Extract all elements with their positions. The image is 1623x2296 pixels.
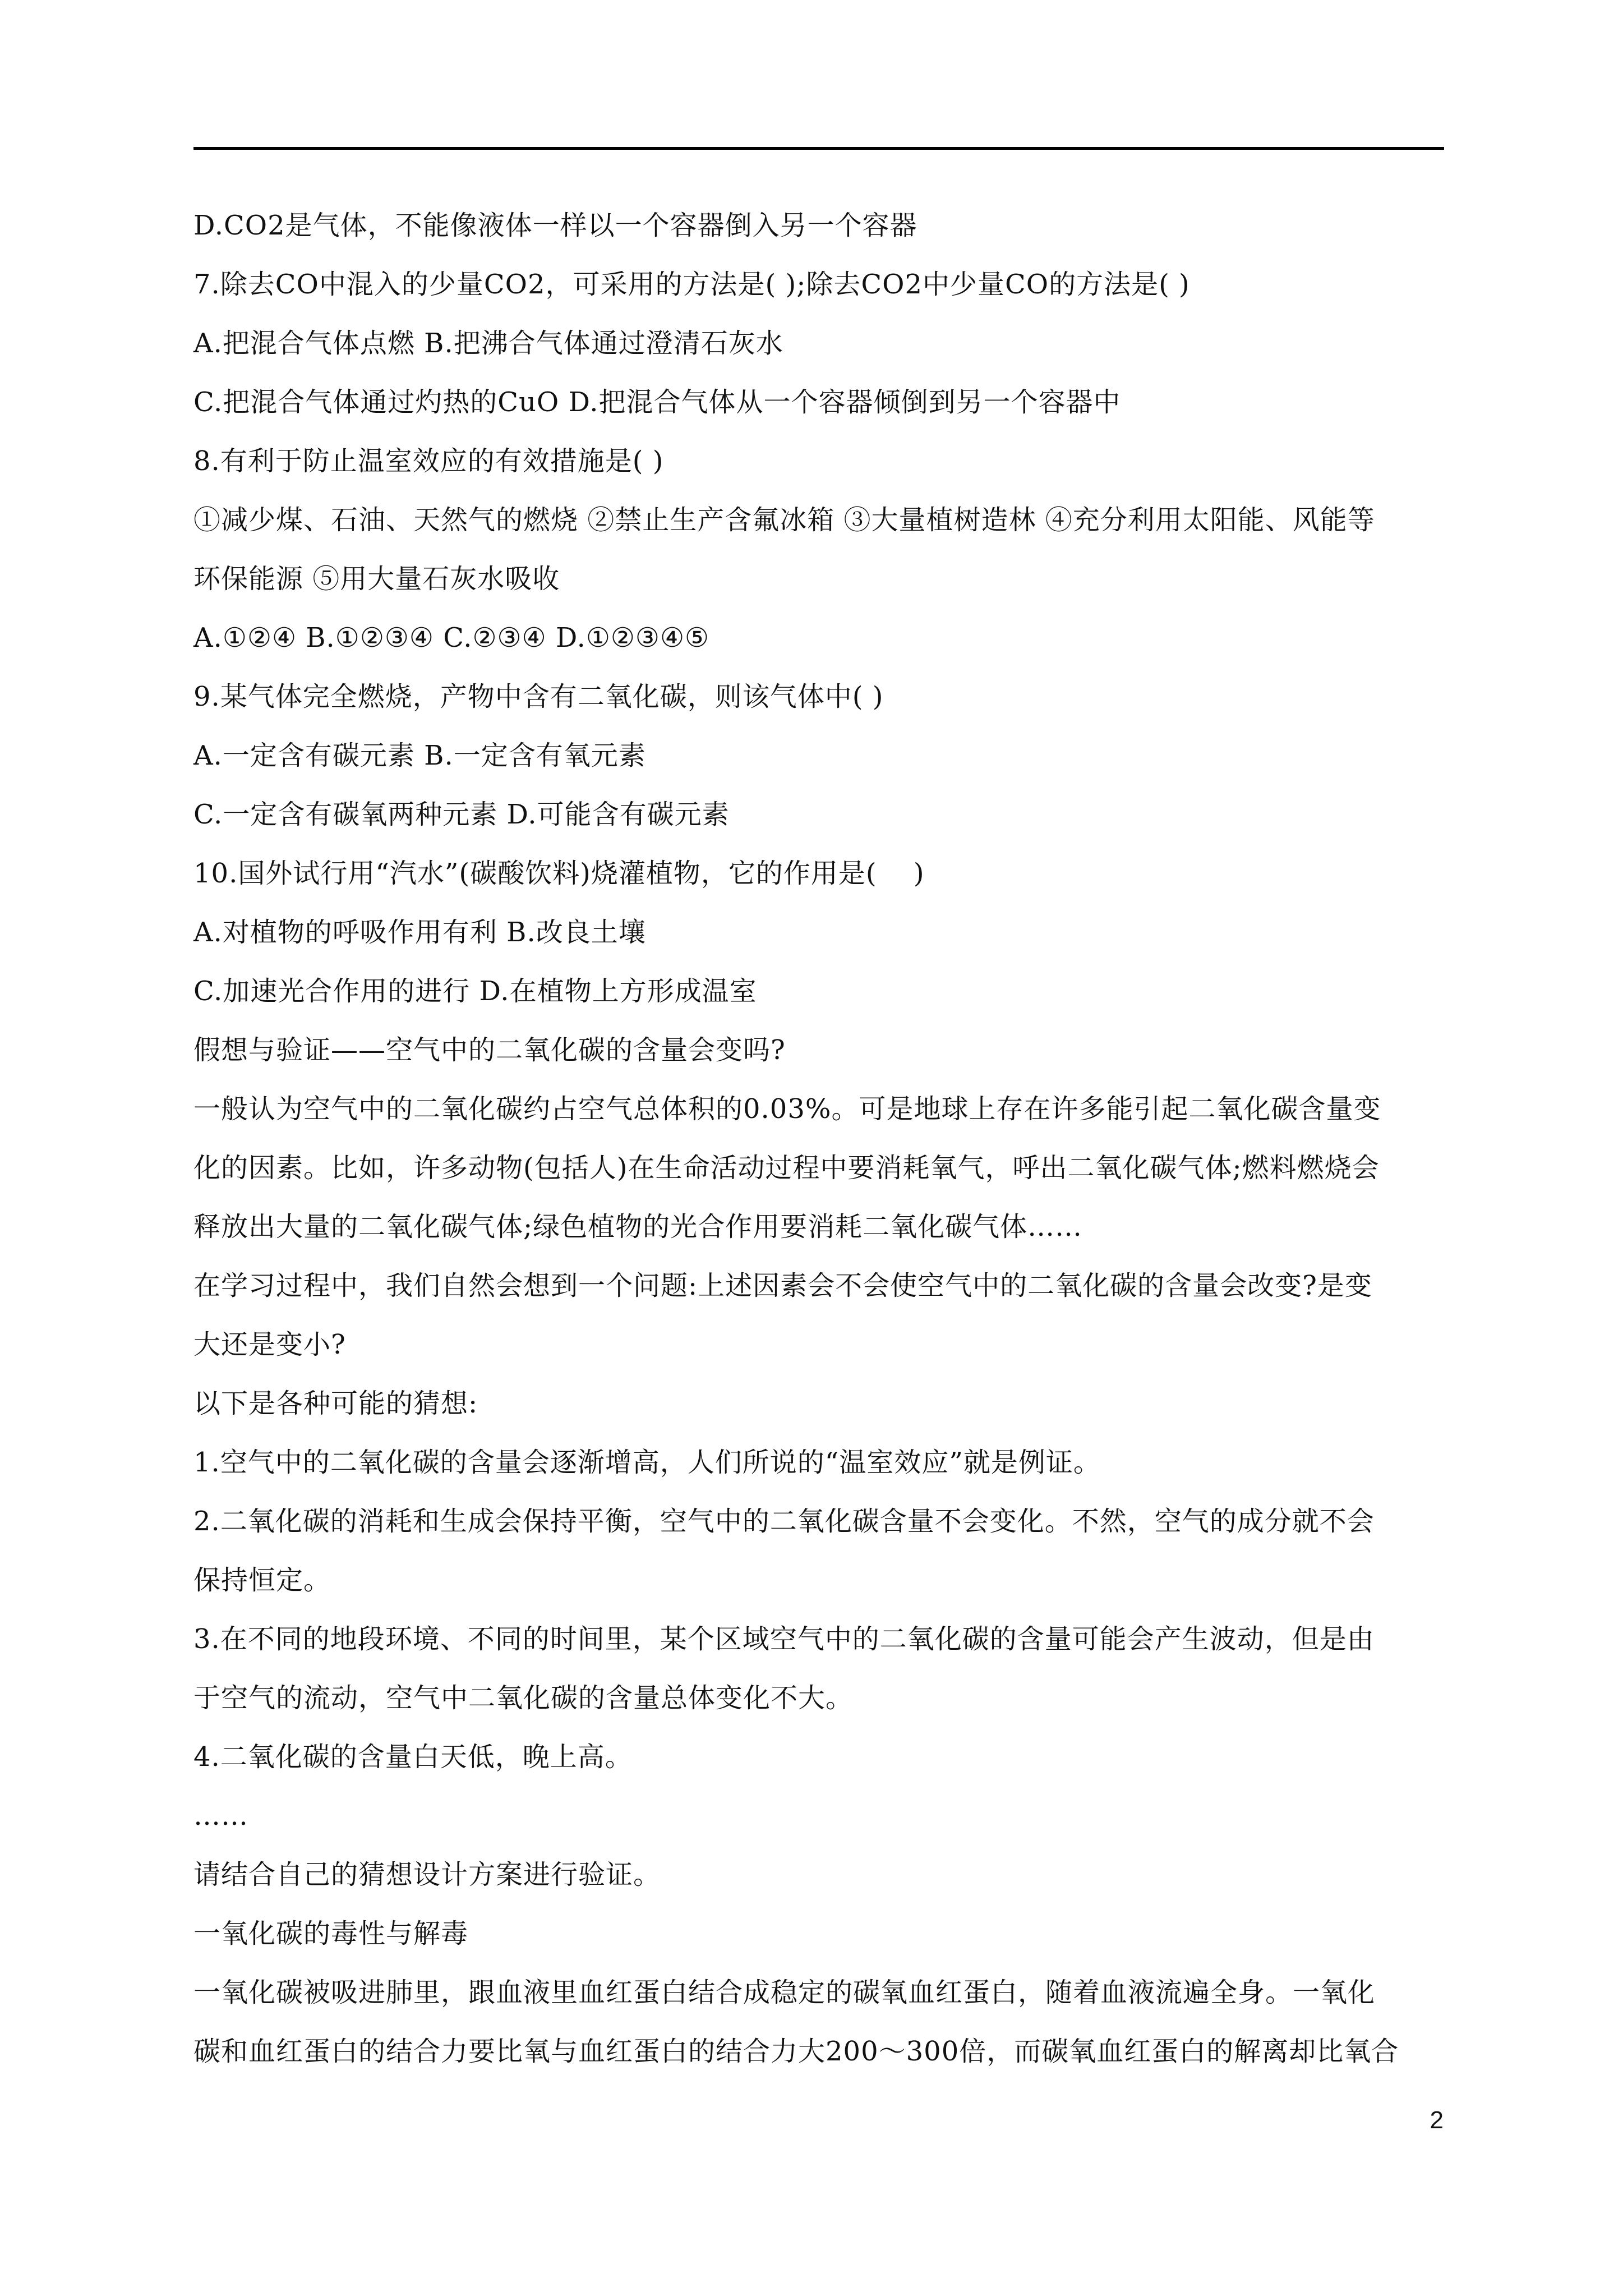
text-line: 请结合自己的猜想设计方案进行验证。	[193, 1859, 661, 1890]
text-line: C.加速光合作用的进行 D.在植物上方形成温室	[193, 976, 757, 1007]
text-line: ……	[193, 1800, 248, 1832]
text-line: A.一定含有碳元素 B.一定含有氧元素	[193, 740, 646, 771]
page-number: 2	[1430, 2106, 1444, 2134]
text-line: 在学习过程中，我们自然会想到一个问题:上述因素会不会使空气中的二氧化碳的含量会改变?是变	[193, 1270, 1372, 1301]
question-10: 10.国外试行用“汽水”(碳酸饮料)烧灌植物，它的作用是( )	[193, 858, 925, 889]
text-line: 一氧化碳被吸进肺里，跟血液里血红蛋白结合成稳定的碳氧血红蛋白，随着血液流遍全身。一氧化	[193, 1977, 1376, 2008]
text-line: C.一定含有碳氧两种元素 D.可能含有碳元素	[193, 799, 730, 830]
text-line: 一般认为空气中的二氧化碳约占空气总体积的0.03%。可是地球上存在许多能引起二氧化碳含量变	[193, 1093, 1381, 1125]
text-line: 化的因素。比如，许多动物(包括人)在生命活动过程中要消耗氧气，呼出二氧化碳气体;燃料燃烧会	[193, 1152, 1380, 1184]
text-line: ①减少煤、石油、天然气的燃烧 ②禁止生产含氟冰箱 ③大量植树造林 ④充分利用太阳能、风能等	[193, 504, 1375, 536]
document-body	[193, 196, 1444, 2081]
text-line: C.把混合气体通过灼热的CuO D.把混合气体从一个容器倾倒到另一个容器中	[193, 386, 1121, 418]
question-9: 9.某气体完全燃烧，产物中含有二氧化碳，则该气体中( )	[193, 681, 884, 712]
section-heading: 假想与验证——空气中的二氧化碳的含量会变吗?	[193, 1034, 786, 1066]
text-line: 大还是变小?	[193, 1329, 346, 1360]
text-line: 释放出大量的二氧化碳气体;绿色植物的光合作用要消耗二氧化碳气体……	[193, 1211, 1083, 1243]
question-7: 7.除去CO中混入的少量CO2，可采用的方法是( );除去CO2中少量CO的方法是( )	[193, 269, 1190, 300]
text-line: 于空气的流动，空气中二氧化碳的含量总体变化不大。	[193, 1682, 854, 1714]
text-line: A.把混合气体点燃 B.把沸合气体通过澄清石灰水	[193, 328, 783, 359]
text-line: 3.在不同的地段环境、不同的时间里，某个区域空气中的二氧化碳的含量可能会产生波动，但是由	[193, 1623, 1375, 1655]
section-heading: 一氧化碳的毒性与解毒	[193, 1918, 469, 1949]
text-line: 保持恒定。	[193, 1565, 331, 1596]
text-line: 1.空气中的二氧化碳的含量会逐渐增高，人们所说的“温室效应”就是例证。	[193, 1447, 1101, 1478]
text-line: 2.二氧化碳的消耗和生成会保持平衡，空气中的二氧化碳含量不会变化。不然，空气的成分就不会	[193, 1506, 1375, 1537]
text-line: 4.二氧化碳的含量白天低，晚上高。	[193, 1741, 633, 1773]
header-rule	[193, 147, 1444, 150]
text-line: 环保能源 ⑤用大量石灰水吸收	[193, 563, 560, 595]
text-line: 以下是各种可能的猜想:	[193, 1388, 478, 1419]
text-line: 碳和血红蛋白的结合力要比氧与血红蛋白的结合力大200～300倍，而碳氧血红蛋白的解离却比氧合	[193, 2036, 1399, 2067]
text-line: A.①②④ B.①②③④ C.②③④ D.①②③④⑤	[193, 622, 709, 654]
text-line: A.对植物的呼吸作用有利 B.改良土壤	[193, 917, 646, 948]
question-8: 8.有利于防止温室效应的有效措施是( )	[193, 445, 664, 477]
text-line: D.CO2是气体，不能像液体一样以一个容器倒入另一个容器	[193, 210, 917, 241]
